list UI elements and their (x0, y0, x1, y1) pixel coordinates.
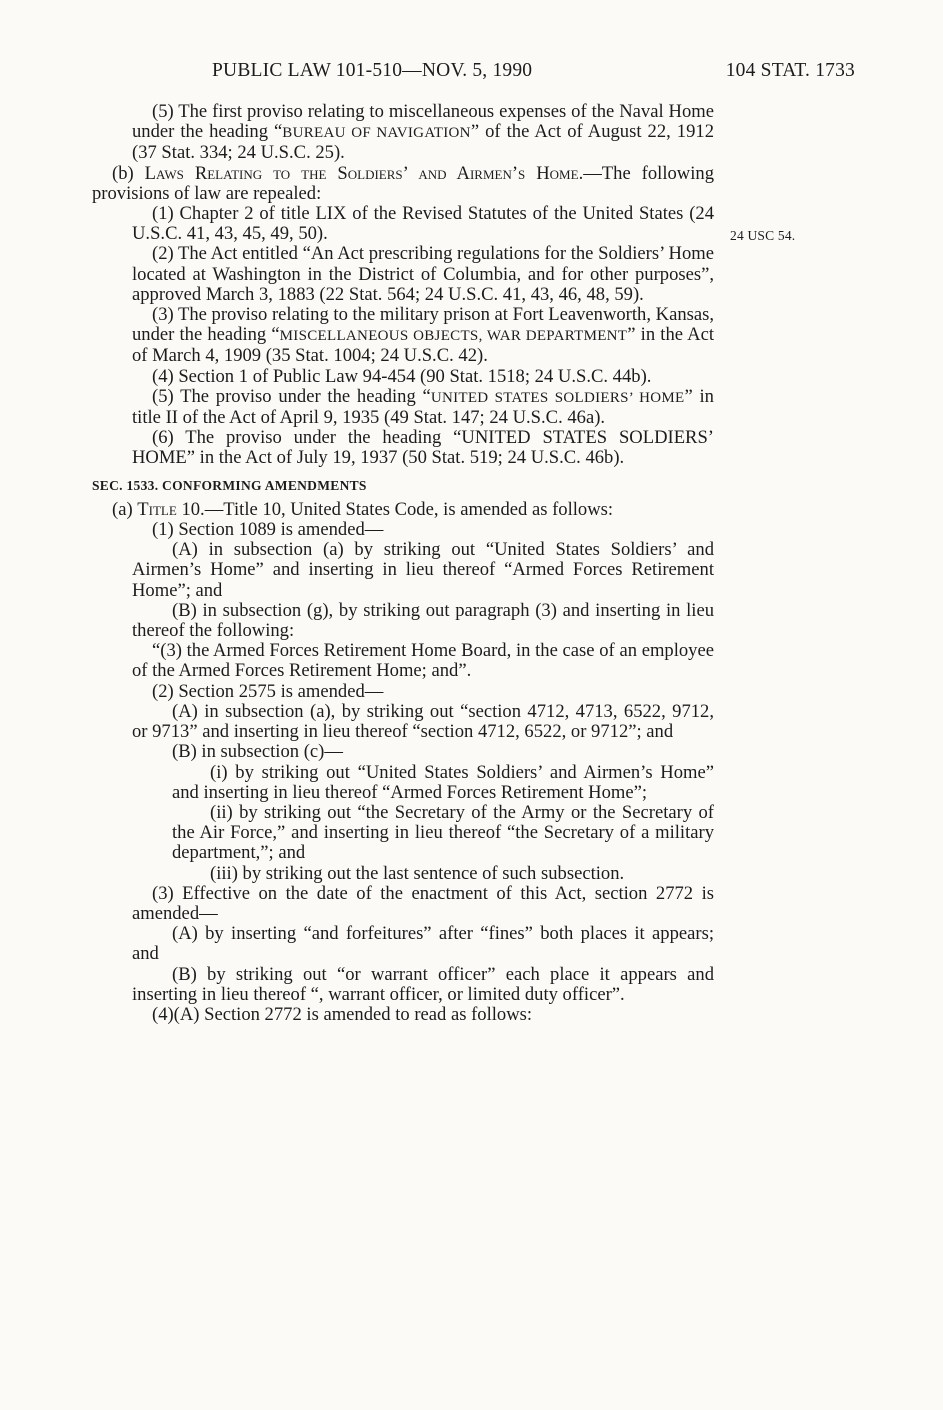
paragraph: (A) in subsection (a) by striking out “United States Soldiers’ and Airmen’s Home” and inserting in lieu thereof “Armed Forces Retirement Home”; and (132, 539, 714, 601)
paragraph: (6) The proviso under the heading “UNITED STATES SOLDIERS’ HOME” in the Act of July 19, 1937 (50 Stat. 519; 24 U.S.C. 46b). (132, 427, 714, 469)
paragraph: (2) Section 2575 is amended— (152, 680, 384, 702)
section-heading: SEC. 1533. CONFORMING AMENDMENTS (92, 477, 367, 493)
margin-note: 24 USC 54. (730, 228, 796, 243)
paragraph: (iii) by striking out the last sentence of such subsection. (210, 862, 625, 884)
paragraph: (4)(A) Section 2772 is amended to read as follows: (152, 1003, 533, 1025)
paragraph: (5) The first proviso relating to miscellaneous expenses of the Naval Home under the heading “BUREAU OF NAVIGATION” of the Act of August 22, 1912 (37 Stat. 334; 24 U.S.C. 25). (132, 101, 714, 164)
quoted-paragraph: “(3) the Armed Forces Retirement Home Board, in the case of an employee of the Armed Forces Retirement Home; and”. (132, 640, 714, 682)
paragraph: (A) in subsection (a), by striking out “section 4712, 4713, 6522, 9712, or 9713” and inserting in lieu thereof “section 4712, 6522, or 9712”; and (132, 700, 714, 743)
paragraph: (4) Section 1 of Public Law 94-454 (90 Stat. 1518; 24 U.S.C. 44b). (152, 365, 652, 387)
paragraph: (5) The proviso under the heading “UNITED STATES SOLDIERS’ HOME” in title II of the Act of April 9, 1935 (49 Stat. 147; 24 U.S.C. 46a). (132, 385, 714, 429)
paragraph: (B) in subsection (g), by striking out paragraph (3) and inserting in lieu thereof the following: (132, 599, 714, 642)
paragraph: (i) by striking out “United States Soldiers’ and Airmen’s Home” and inserting in lieu thereof “Armed Forces Retirement Home”; (172, 761, 714, 803)
paragraph: (2) The Act entitled “An Act prescribing regulations for the Soldiers’ Home located at Washington in the District of Columbia, and for other purposes”, approved March 3, 1883 (22 Stat. 564; 24 U.S.C. 41, 43, 46, 48, 59). (132, 243, 714, 305)
paragraph: (A) by inserting “and forfeitures” after “fines” both places it appears; and (132, 923, 714, 965)
running-header (150, 60, 855, 86)
document-body (92, 102, 714, 1025)
paragraph: (3) Effective on the date of the enactment of this Act, section 2772 is amended— (132, 882, 714, 924)
paragraph: (a) Title 10.—Title 10, United States Code, is amended as follows: (112, 498, 614, 520)
paragraph: (B) by striking out “or warrant officer” each place it appears and inserting in lieu thereof “, warrant officer, or limited duty officer”. (132, 963, 714, 1005)
header-public-law: PUBLIC LAW 101-510—NOV. 5, 1990 (212, 60, 533, 81)
header-stat-page: 104 STAT. 1733 (725, 60, 855, 81)
paragraph: (b) Laws Relating to the Soldiers’ and Airmen’s Home.—The following provisions of law are repealed: (92, 162, 714, 204)
paragraph: (ii) by striking out “the Secretary of the Army or the Secretary of the Air Force,” and inserting in lieu thereof “the Secretary of a military department,”; and (172, 801, 714, 864)
paragraph: (3) The proviso relating to the military prison at Fort Leavenworth, Kansas, under the heading “MISCELLANEOUS OBJECTS, WAR DEPARTMENT” in the Act of March 4, 1909 (35 Stat. 1004; 24 U.S.C. 42). (132, 304, 714, 367)
paragraph: (1) Section 1089 is amended— (152, 519, 384, 541)
paragraph: (1) Chapter 2 of title LIX of the Revised Statutes of the United States (24 U.S.C. 41, 43, 45, 49, 50). (132, 203, 714, 245)
paragraph: (B) in subsection (c)— (172, 741, 343, 763)
